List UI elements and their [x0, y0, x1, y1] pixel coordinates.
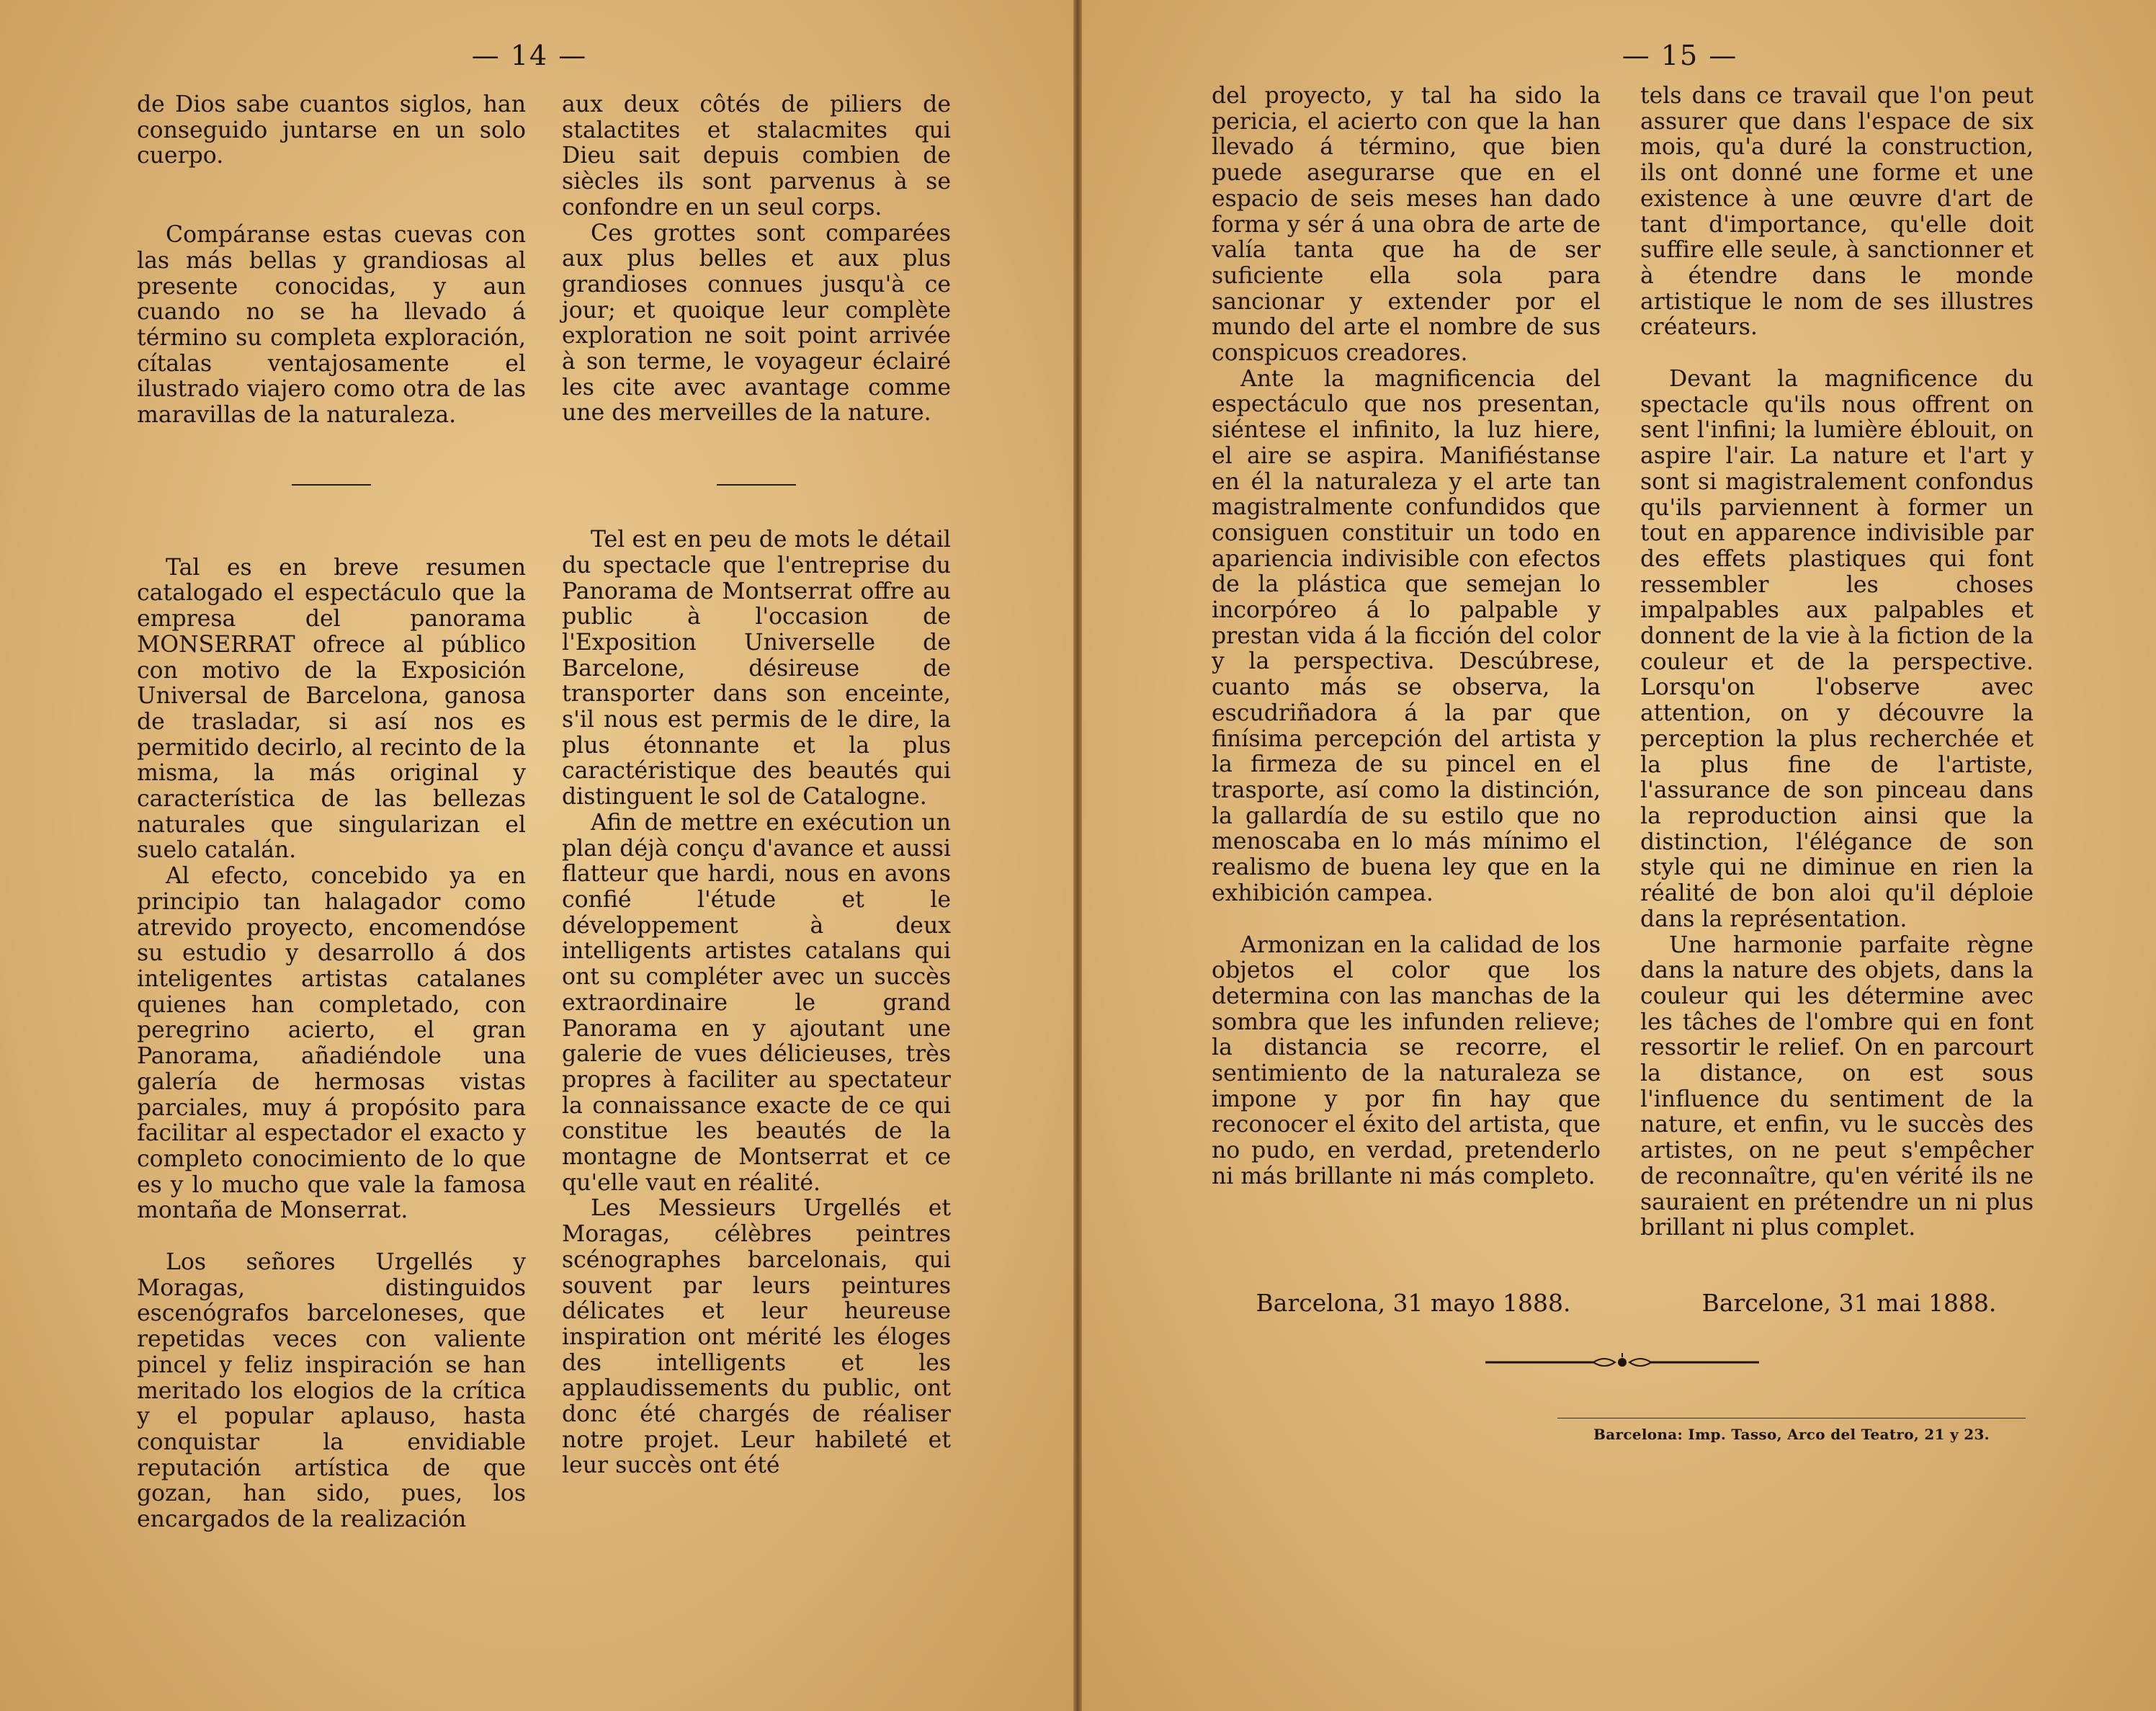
paragraph: Compáranse estas cuevas con las más bellas y grandiosas al presente conocidas, y aun cuando no se ha llevado á término su completa exploración, cítalas ventajosamente el ilustrado viajero como otra de las maravillas de la naturaleza. [137, 222, 526, 429]
page-left [0, 0, 1073, 1711]
spanish-column-left [137, 92, 526, 1533]
paragraph: Al efecto, concebido ya en principio tan halagador como atrevido proyecto, encomendóse su estudio y desarrollo á dos inteligentes artistas catalanes quienes han completado, con peregrino acierto, el gran Panorama, añadiéndole una galería de hermosas vistas parciales, muy á propósito para facilitar al espectador el exacto y completo conocimiento de lo que es y lo mucho que vale la famosa montaña de Monserrat. [137, 863, 526, 1224]
page-number-left: — 14 — [471, 40, 588, 71]
page-right [1082, 0, 2156, 1711]
paragraph: Une harmonie parfaite règne dans la nature des objets, dans la couleur qui les détermine avec les tâches de l'ombre qui en font ressortir le relief. On en parcourt la distance, on est sous l'influence du sentiment de la nature, et enfin, vu le succès des artistes, on ne peut s'empêcher de reconnaître, qu'en vérité ils ne sauraient en prétendre un ni plus brillant ni plus complet. [1640, 932, 2034, 1241]
paragraph: Los señores Urgellés y Moragas, distinguidos escenógrafos barceloneses, que repetidas veces con valiente pincel y feliz inspiración se han meritado los elogios de la crítica y el popular aplauso, hasta conquistar la envidiable reputación artística de que gozan, han sido, pues, los encargados de la realización [137, 1249, 526, 1533]
paragraph: Tal es en breve resumen catalogado el espectáculo que la empresa del panorama MONSERRAT ofrece al público con motivo de la Exposición Universal de Barcelona, ganosa de trasladar, si así nos es permitido decirlo, al recinto de la misma, la más original y característica de las bellezas naturales que singularizan el suelo catalán. [137, 554, 526, 864]
paragraph: Devant la magnificence du spectacle qu'ils nous offrent on sent l'infini; la lumière éblouit, on aspire l'air. La nature et l'art y sont si magistralement confondus qu'ils parviennent à former un tout en apparence indivisible par des effets plastiques qui font ressembler les choses impalpables aux palpables et donnent de la vie à la fiction de la couleur et de la perspective. Lorsqu'on l'observe avec attention, on y découvre la perception la plus recherchée et la plus fine de l'artiste, l'assurance de son pinceau dans la reproduction ainsi que la distinction, l'élégance de son style qui ne diminue en rien la réalité de bon aloi qu'il déploie dans la représentation. [1640, 366, 2034, 932]
paragraph: del proyecto, y tal ha sido la pericia, el acierto con que la han llevado á término, que bien puede asegurarse que en el espacio de seis meses han dado forma y sér á una obra de arte de valía tanta que ha de ser suficiente ella sola para sancionar y extender por el mundo del arte el nombre de sus conspicuos creadores. [1212, 83, 1601, 367]
paragraph: de Dios sabe cuantos siglos, han conseguido juntarse en un solo cuerpo. [137, 91, 526, 169]
section-divider-es [292, 484, 371, 486]
paragraph: Ante la magnificencia del espectáculo que nos presentan, siéntese el infinito, la luz hiere, el aire se aspira. Manifiéstanse en él la naturaleza y el arte tan magistralmente confundidos que consiguen constituir un todo en apariencia indivisible con efectos de la plástica que semejan lo incorpóreo á lo palpable y prestan vida á la ficción del color y la perspectiva. Descúbrese, cuanto más se observa, la escudriñadora á la par que finísima percepción del artista y la firmeza de su pincel en el trasporte, así como la distinción, la gallardía de su estilo que no menoscaba en lo más mínimo el realismo de buena ley que en la exhibición campea. [1212, 365, 1601, 906]
ornament-rule-icon [1485, 1352, 1759, 1373]
dateline-es: Barcelona, 31 mayo 1888. [1256, 1289, 1571, 1317]
dateline-fr: Barcelone, 31 mai 1888. [1701, 1289, 1997, 1317]
paragraph: Tel est en peu de mots le détail du spectacle que l'entreprise du Panorama de Montserrat offre au public à l'occasion de l'Exposition Universelle de Barcelone, désireuse de transporter dans son enceinte, s'il nous est permis de le dire, la plus étonnante et la plus caractéristique des beautés qui distinguent le sol de Catalogne. [562, 527, 951, 810]
paragraph: Armonizan en la calidad de los objetos el color que los determina con las manchas de la sombra que les infunden relieve; la distancia se recorre, el sentimiento de la naturaleza se impone y por fin hay que reconocer el éxito del artista, que no pudo, en verdad, pretenderlo ni más brillante ni más completo. [1212, 932, 1601, 1189]
paragraph: tels dans ce travail que l'on peut assurer que dans l'espace de six mois, qu'a duré la construction, ils ont donné une forme et une existence à une œuvre d'art de tant d'importance, qu'elle doit suffire elle seule, à sanctionner et à étendre dans le monde artistique le nom de ses illustres créateurs. [1640, 83, 2034, 341]
spanish-column-right [1212, 84, 1601, 1190]
section-divider-fr [717, 484, 796, 486]
paragraph: Afin de mettre en exécution un plan déjà conçu d'avance et aussi flatteur que hardi, nous en avons confié l'étude et le développement à deux intelligents artistes catalans qui ont su compléter avec un succès extraordinaire le grand Panorama en y ajoutant une galerie de vues délicieuses, très propres à faciliter au spectateur la connaissance exacte de ce qui constitue les beautés de la montagne de Montserrat et ce qu'elle vaut en réalité. [562, 809, 951, 1196]
page-number-right: — 15 — [1622, 40, 1738, 71]
paragraph: Les Messieurs Urgellés et Moragas, célèbres peintres scénographes barcelonais, qui souvent par leurs peintures délicates et leur heureuse inspiration ont mérité les éloges des intelligents et les applaudissements du public, ont donc été chargés de réaliser notre projet. Leur habileté et leur succès ont été [562, 1195, 951, 1479]
imprint-rule [1557, 1418, 2026, 1419]
paragraph: Ces grottes sont comparées aux plus belles et aux plus grandioses connues jusqu'à ce jour; et quoique leur complète exploration ne soit point arrivée à son terme, le voyageur éclairé les cite avec avantage comme une des merveilles de la nature. [562, 220, 951, 426]
paragraph: aux deux côtés de piliers de stalactites et stalacmites qui Dieu sait depuis combien de siècles ils sont parvenus à se confondre en un seul corps. [562, 91, 951, 220]
book-gutter [1073, 0, 1082, 1711]
french-column-right [1640, 84, 2034, 1241]
printer-imprint: Barcelona: Imp. Tasso, Arco del Teatro, 21 y 23. [1593, 1426, 1990, 1443]
french-column-left [562, 92, 951, 1479]
